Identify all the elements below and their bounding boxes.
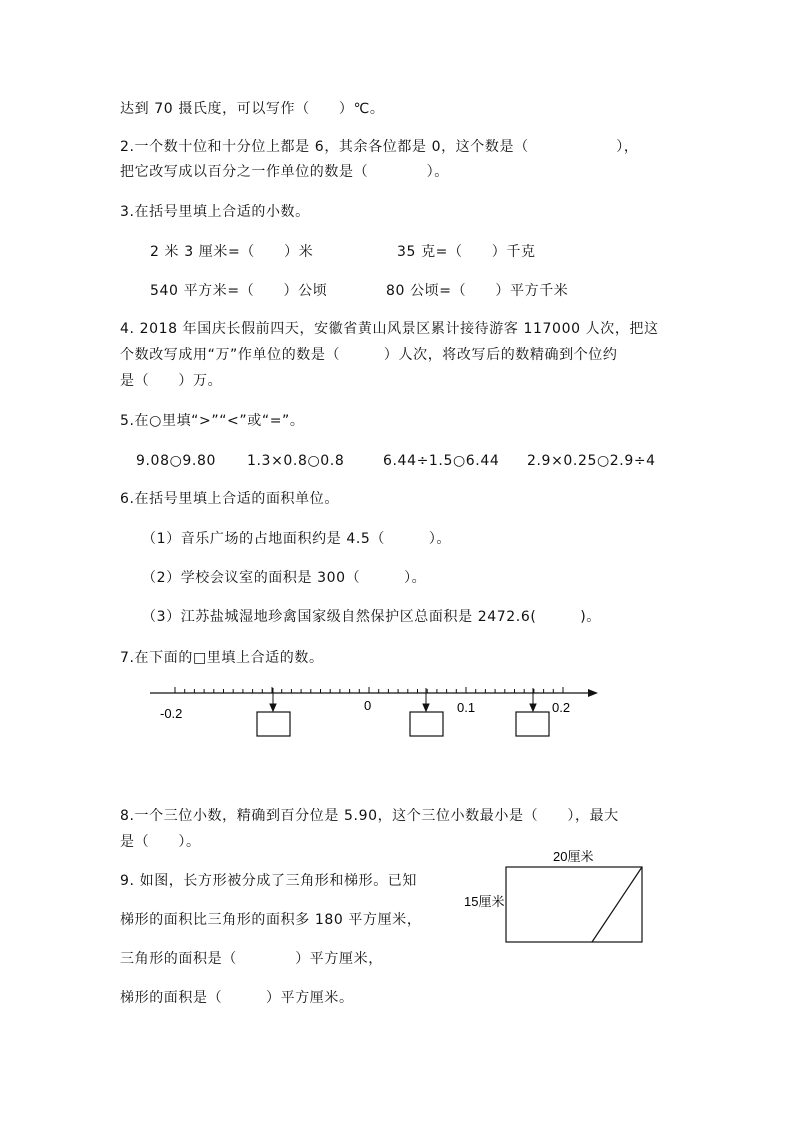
q6-item1: （1）音乐广场的占地面积约是 4.5（ ）。 bbox=[142, 531, 452, 547]
q3-title: 3.在括号里填上合适的小数。 bbox=[120, 204, 310, 220]
label-0.1: 0.1 bbox=[457, 700, 476, 715]
q3-item3: 540 平方米=（ ）公顷 bbox=[150, 283, 328, 299]
number-line-ticks bbox=[175, 687, 563, 693]
answer-box-3 bbox=[516, 712, 549, 736]
q9-line2: 梯形的面积比三角形的面积多 180 平方厘米， bbox=[120, 912, 422, 928]
q8-line1: 8.一个三位小数，精确到百分位是 5.90，这个三位小数最小是（ ），最大 bbox=[120, 808, 619, 824]
q5-item1: 9.08○9.80 bbox=[136, 453, 216, 469]
q9-line1: 9. 如图，长方形被分成了三角形和梯形。已知 bbox=[120, 873, 418, 889]
q5-item2: 1.3×0.8○0.8 bbox=[247, 453, 345, 469]
q4-line3: 是（ ）万。 bbox=[120, 373, 223, 389]
q3-item2: 35 克=（ ）千克 bbox=[397, 244, 536, 260]
answer-box-1 bbox=[257, 712, 290, 736]
number-line-arrowhead bbox=[588, 689, 598, 697]
q4-line2: 个数改写成用“万”作单位的数是（ ）人次，将改写后的数精确到个位约 bbox=[120, 347, 618, 363]
label-neg-0.2: -0.2 bbox=[160, 706, 183, 721]
q4-line1: 4. 2018 年国庆长假前四天，安徽省黄山风景区累计接待游客 117000 人次，把这 bbox=[120, 321, 659, 337]
rectangle-figure bbox=[506, 867, 642, 942]
answer-box-2 bbox=[410, 712, 443, 736]
q2-line1: 2.一个数十位和十分位上都是 6，其余各位都是 0，这个数是（ ）， bbox=[120, 139, 639, 155]
q5-title: 5.在○里填“>”“<”或“=”。 bbox=[120, 413, 305, 429]
q1-tail-text: 达到 70 摄氏度，可以写作（ ）℃。 bbox=[120, 101, 385, 117]
q3-item1: 2 米 3 厘米=（ ）米 bbox=[150, 244, 314, 260]
q5-item3: 6.44÷1.5○6.44 bbox=[383, 453, 500, 469]
q9-line4: 梯形的面积是（ ）平方厘米。 bbox=[120, 990, 354, 1006]
label-0: 0 bbox=[364, 698, 372, 713]
q2-line2: 把它改写成以百分之一作单位的数是（ ）。 bbox=[120, 164, 449, 180]
down-arrows bbox=[270, 688, 536, 711]
width-label: 20厘米 bbox=[553, 849, 594, 864]
q6-item3: （3）江苏盐城湿地珍禽国家级自然保护区总面积是 2472.6( )。 bbox=[142, 609, 601, 625]
height-label: 15厘米 bbox=[464, 894, 505, 909]
q9-line3: 三角形的面积是（ ）平方厘米， bbox=[120, 951, 383, 967]
q6-item2: （2）学校会议室的面积是 300（ ）。 bbox=[142, 570, 427, 586]
q7-title: 7.在下面的□里填上合适的数。 bbox=[120, 650, 324, 666]
dividing-line bbox=[592, 867, 642, 942]
q6-title: 6.在括号里填上合适的面积单位。 bbox=[120, 491, 339, 507]
q5-item4: 2.9×0.25○2.9÷4 bbox=[527, 453, 656, 469]
q3-item4: 80 公顷=（ ）平方千米 bbox=[386, 283, 569, 299]
q8-line2: 是（ ）。 bbox=[120, 834, 201, 850]
label-0.2: 0.2 bbox=[552, 700, 571, 715]
